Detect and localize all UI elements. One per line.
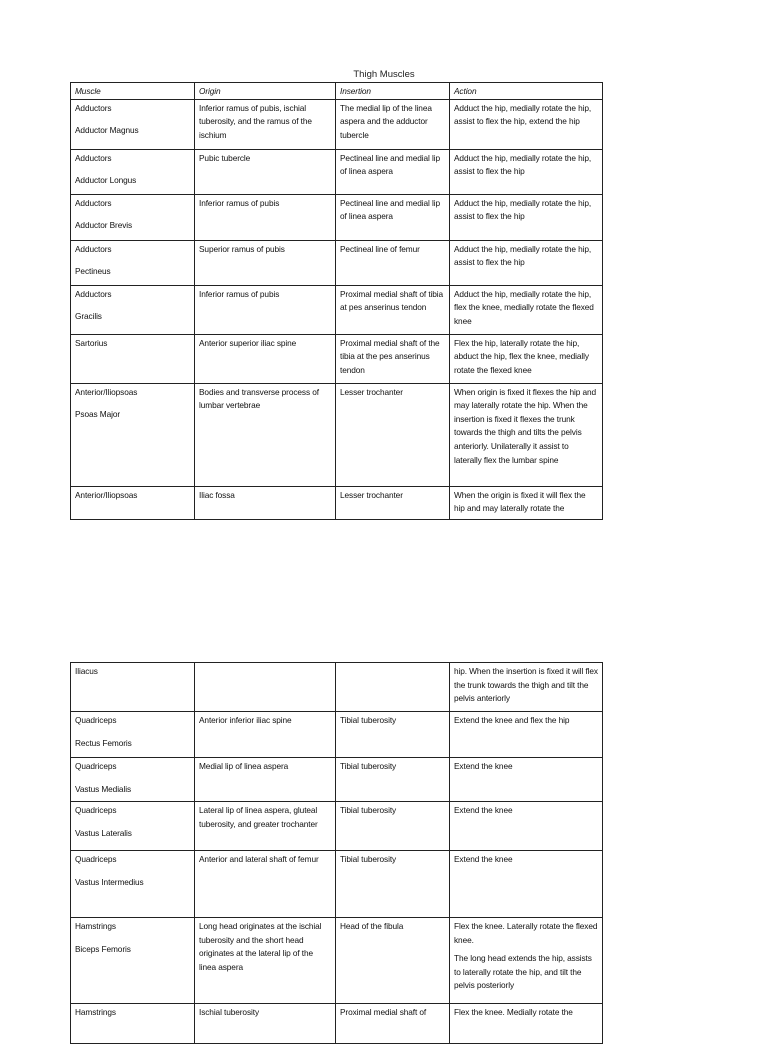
- origin-cell: Pubic tubercle: [195, 149, 336, 194]
- action-cell: Adduct the hip, medially rotate the hip, assist to flex the hip: [450, 149, 603, 194]
- table-row: [71, 918, 603, 1004]
- muscle-group: Sartorius: [75, 337, 108, 348]
- origin-cell: [195, 663, 336, 712]
- insertion-cell: Tibial tuberosity: [336, 712, 450, 758]
- origin-cell: Inferior ramus of pubis, ischial tuberosity, and the ramus of the ischium: [195, 99, 336, 149]
- table-row: [71, 149, 603, 194]
- action-cell: Extend the knee and flex the hip: [450, 712, 603, 758]
- action-cell: Adduct the hip, medially rotate the hip, assist to flex the hip: [450, 194, 603, 240]
- origin-cell: Inferior ramus of pubis: [195, 285, 336, 334]
- table-row: [71, 851, 603, 918]
- muscle-cell: [71, 712, 195, 758]
- muscle-name: Gracilis: [75, 311, 102, 322]
- muscle-table-part-2: [70, 662, 603, 1044]
- origin-cell: Long head originates at the ischial tuberosity and the short head originates at the lateral lip of the linea aspera: [195, 918, 336, 1004]
- muscle-group: Quadriceps: [75, 805, 117, 815]
- table-row: [71, 758, 603, 802]
- muscle-name: Adductor Longus: [75, 175, 137, 186]
- origin-cell: Iliac fossa: [195, 486, 336, 519]
- insertion-cell: Tibial tuberosity: [336, 851, 450, 918]
- muscle-cell: [71, 663, 195, 712]
- origin-cell: Anterior and lateral shaft of femur: [195, 851, 336, 918]
- insertion-cell: Proximal medial shaft of tibia at pes anserinus tendon: [336, 285, 450, 334]
- action-text-2: The long head extends the hip, assists to laterally rotate the hip, and tilt the pelvis posteriorly: [454, 953, 592, 991]
- table-row: [71, 486, 603, 519]
- muscle-cell: [71, 285, 195, 334]
- insertion-cell: Proximal medial shaft of the tibia at the pes anserinus tendon: [336, 334, 450, 383]
- insertion-cell: The medial lip of the linea aspera and the adductor tubercle: [336, 99, 450, 149]
- muscle-table-part-1: [70, 82, 603, 520]
- insertion-cell: Lesser trochanter: [336, 383, 450, 486]
- table-header-row: [71, 83, 603, 100]
- action-text: Flex the knee. Laterally rotate the flexed knee.: [454, 921, 598, 945]
- muscle-cell: [71, 149, 195, 194]
- insertion-cell: Tibial tuberosity: [336, 758, 450, 802]
- table-row: [71, 334, 603, 383]
- muscle-cell: [71, 383, 195, 486]
- action-cell: When the origin is fixed it will flex the hip and may laterally rotate the: [450, 486, 603, 519]
- muscle-cell: [71, 240, 195, 285]
- action-cell: Extend the knee: [450, 851, 603, 918]
- muscle-group: Hamstrings: [75, 1007, 116, 1017]
- header-insertion: Insertion: [336, 83, 450, 100]
- muscle-cell: [71, 99, 195, 149]
- muscle-name: Vastus Intermedius: [75, 876, 144, 887]
- table-row: [71, 712, 603, 758]
- origin-cell: Lateral lip of linea aspera, gluteal tuberosity, and greater trochanter: [195, 802, 336, 851]
- muscle-group: Adductors: [75, 243, 112, 254]
- action-cell: Adduct the hip, medially rotate the hip, flex the knee, medially rotate the flexed knee: [450, 285, 603, 334]
- action-cell: [450, 918, 603, 1004]
- table-row: [71, 194, 603, 240]
- action-cell: When origin is fixed it flexes the hip and may laterally rotate the hip. When the insertion is fixed it flexes the trunk towards the thigh and tilts the pelvis anteriorly. Unilaterally it assist to laterally flex the lumbar spine: [450, 383, 603, 486]
- action-cell: Flex the knee. Medially rotate the: [450, 1004, 603, 1044]
- insertion-cell: Tibial tuberosity: [336, 802, 450, 851]
- muscle-group: Adductors: [75, 152, 112, 163]
- origin-cell: Ischial tuberosity: [195, 1004, 336, 1044]
- origin-cell: Bodies and transverse process of lumbar vertebrae: [195, 383, 336, 486]
- muscle-name: Adductor Brevis: [75, 220, 133, 231]
- muscle-group: Anterior/Iliopsoas: [75, 386, 138, 397]
- muscle-cell: [71, 486, 195, 519]
- muscle-group: Anterior/Iliopsoas: [75, 489, 138, 500]
- action-cell: hip. When the insertion is fixed it will flex the trunk towards the thigh and tilt the pelvis anteriorly: [450, 663, 603, 712]
- action-cell: Adduct the hip, medially rotate the hip, assist to flex the hip: [450, 240, 603, 285]
- action-cell: Extend the knee: [450, 802, 603, 851]
- muscle-cell: [71, 918, 195, 1004]
- muscle-group: Iliacus: [75, 666, 98, 676]
- origin-cell: Inferior ramus of pubis: [195, 194, 336, 240]
- muscle-name: Rectus Femoris: [75, 737, 132, 748]
- muscle-cell: [71, 802, 195, 851]
- muscle-group: Adductors: [75, 197, 112, 208]
- action-cell: Adduct the hip, medially rotate the hip, assist to flex the hip, extend the hip: [450, 99, 603, 149]
- insertion-cell: Head of the fibula: [336, 918, 450, 1004]
- insertion-cell: [336, 663, 450, 712]
- table-row: [71, 285, 603, 334]
- insertion-cell: Proximal medial shaft of: [336, 1004, 450, 1044]
- table-row: [71, 663, 603, 712]
- page-title: Thigh Muscles: [353, 69, 415, 80]
- table-row: [71, 99, 603, 149]
- muscle-cell: [71, 194, 195, 240]
- muscle-group: Adductors: [75, 288, 112, 299]
- muscle-group: Quadriceps: [75, 854, 117, 864]
- origin-cell: Superior ramus of pubis: [195, 240, 336, 285]
- muscle-group: Quadriceps: [75, 761, 117, 771]
- muscle-name: Vastus Lateralis: [75, 827, 132, 838]
- action-cell: Flex the hip, laterally rotate the hip, abduct the hip, flex the knee, medially rotate the flexed knee: [450, 334, 603, 383]
- muscle-name: Psoas Major: [75, 409, 121, 420]
- insertion-cell: Pectineal line and medial lip of linea aspera: [336, 149, 450, 194]
- table-row: [71, 383, 603, 486]
- muscle-cell: [71, 334, 195, 383]
- insertion-cell: Pectineal line and medial lip of linea aspera: [336, 194, 450, 240]
- muscle-group: Adductors: [75, 102, 112, 113]
- action-cell: Extend the knee: [450, 758, 603, 802]
- muscle-cell: [71, 758, 195, 802]
- muscle-group: Quadriceps: [75, 715, 117, 725]
- insertion-cell: Lesser trochanter: [336, 486, 450, 519]
- table-row: [71, 240, 603, 285]
- table-row: [71, 802, 603, 851]
- header-muscle: Muscle: [71, 83, 195, 100]
- muscle-name: Vastus Medialis: [75, 783, 131, 794]
- header-action: Action: [450, 83, 603, 100]
- muscle-name: Adductor Magnus: [75, 125, 139, 136]
- origin-cell: Anterior superior iliac spine: [195, 334, 336, 383]
- muscle-name: Biceps Femoris: [75, 943, 131, 954]
- header-origin: Origin: [195, 83, 336, 100]
- muscle-cell: [71, 851, 195, 918]
- muscle-name: Pectineus: [75, 266, 111, 277]
- insertion-cell: Pectineal line of femur: [336, 240, 450, 285]
- muscle-group: Hamstrings: [75, 921, 116, 931]
- origin-cell: Anterior inferior iliac spine: [195, 712, 336, 758]
- origin-cell: Medial lip of linea aspera: [195, 758, 336, 802]
